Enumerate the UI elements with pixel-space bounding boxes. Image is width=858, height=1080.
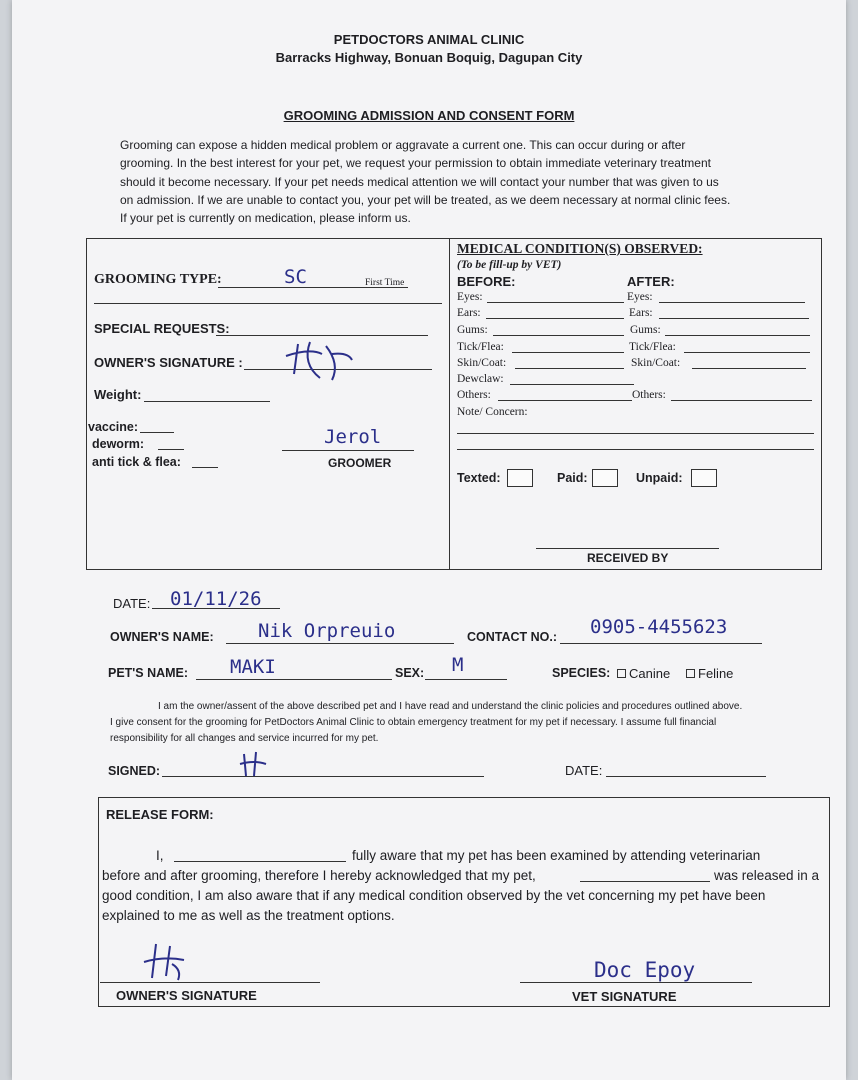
owner-signature-scribble [280,334,360,384]
deworm-label: deworm: [92,437,145,451]
vet-signature-value: Doc Epoy [594,958,696,982]
paid-checkbox[interactable] [592,469,618,487]
after-skin-coat-line [692,368,806,369]
grooming-type-label: GROOMING TYPE: [94,272,222,287]
before-skin-coat: Skin/Coat: [457,357,507,369]
release-text: before and after grooming, therefore I hereby acknowledged that my pet, [102,868,536,883]
owner-name-line [226,643,454,644]
before-ears-line [486,318,624,319]
before-gums-line [493,335,624,336]
unpaid-checkbox[interactable] [691,469,717,487]
signed-label: SIGNED: [108,764,161,778]
contact-line [560,643,762,644]
grooming-extra-line [94,303,442,304]
grooming-type-value: SC [284,266,307,288]
after-skin-coat: Skin/Coat: [631,357,681,369]
after-tick-flea: Tick/Flea: [629,341,676,353]
clinic-address: Barracks Highway, Bonuan Boquig, Dagupan City [275,50,583,65]
anti-tick-label: anti tick & flea: [92,455,181,469]
species-label: SPECIES: [552,666,611,680]
date-value: 01/11/26 [170,588,262,610]
date-label: DATE: [113,596,151,611]
after-tick-flea-line [684,352,810,353]
before-others-line [498,400,632,401]
intro-line: grooming. In the best interest for your pet, we request your permission to obtain immediate veterinary treatment [120,156,711,171]
signed-line [162,776,484,777]
contact-label: CONTACT NO.: [467,630,558,644]
medical-condition-title: MEDICAL CONDITION(S) OBSERVED: [457,241,703,256]
note-line-2 [457,449,814,450]
release-owner-label: OWNER'S SIGNATURE [116,988,257,1003]
intro-line: Grooming can expose a hidden medical problem or aggravate a current one. This can occur during or after [120,138,686,152]
after-gums-line [665,335,810,336]
before-others: Others: [457,389,491,401]
signed-scribble [236,748,270,780]
weight-label: Weight: [94,387,142,402]
release-owner-scribble [142,940,188,984]
vet-signature-line [520,982,752,983]
after-gums: Gums: [630,324,661,336]
release-title: RELEASE FORM: [106,807,214,822]
vaccine-label: vaccine: [88,420,139,434]
after-eyes-line [659,302,805,303]
intro-line: on admission. If we are unable to contact you, your pet will be treated, as we deem necessary at normal clinic fees. [120,192,731,207]
feline-checkbox[interactable] [686,669,695,678]
before-dewclaw: Dewclaw: [457,373,504,385]
release-text: was released in a [714,868,820,883]
groomer-line [282,450,414,451]
note-line-1 [457,433,814,434]
before-skin-coat-line [515,368,624,369]
contact-value: 0905-4455623 [590,616,728,638]
groomer-label: GROOMER [328,456,392,470]
after-others-line [671,400,812,401]
texted-checkbox[interactable] [507,469,533,487]
paid-label: Paid: [557,471,588,485]
consent-line: I give consent for the grooming for PetDoctors Animal Clinic to obtain emergency treatment for my pet if necessary. I assume full financial [110,717,717,728]
consent-paragraph [110,699,770,747]
before-dewclaw-line [510,384,634,385]
consent-line: I am the owner/assent of the above described pet and I have read and understand the clinic policies and procedures outlined above. [158,701,743,712]
pet-name-label: PET'S NAME: [108,666,189,680]
before-gums: Gums: [457,324,488,336]
form-page [12,0,846,1080]
release-text: fully aware that my pet has been examined by attending veterinarian [352,848,761,863]
texted-label: Texted: [457,471,501,485]
consent-line: responsibility for all changes and service incurred for my pet. [110,733,379,744]
release-pet-line [580,881,710,882]
owner-name-label: OWNER'S NAME: [110,630,214,644]
vet-signature-label: VET SIGNATURE [572,989,677,1004]
release-text: explained to me as well as the treatment options. [102,908,395,923]
unpaid-label: Unpaid: [636,471,683,485]
before-tick-flea-line [512,352,624,353]
feline-label: Feline [698,666,734,681]
owner-signature-label: OWNER'S SIGNATURE : [94,355,243,370]
release-name-line [174,861,346,862]
release-text: good condition, I am also aware that if any medical condition observed by the vet concerning my pet have been [102,888,766,903]
release-owner-line [100,982,320,983]
deworm-line [158,449,184,450]
pet-name-value: MAKI [230,656,276,678]
after-ears: Ears: [629,307,653,319]
before-eyes-line [487,302,624,303]
received-by-line [536,548,719,549]
after-ears-line [659,318,809,319]
anti-tick-line [192,467,218,468]
release-line-2 [102,866,828,886]
signed-date-label: DATE: [565,763,603,778]
after-eyes: Eyes: [627,291,653,303]
before-label: BEFORE: [457,274,516,289]
first-time-label: First Time [365,278,405,288]
vaccine-line [140,432,174,433]
clinic-name: PETDOCTORS ANIMAL CLINIC [333,32,525,47]
after-others: Others: [632,389,666,401]
sex-value: M [452,654,464,676]
owner-name-value: Nik Orpreuio [258,620,396,642]
form-title: GROOMING ADMISSION AND CONSENT FORM [283,108,575,123]
intro-line: should it become necessary. If your pet needs medical attention we will contact your number that was given to us [120,174,719,189]
note-concern-label: Note/ Concern: [457,406,528,418]
before-eyes: Eyes: [457,291,483,303]
special-requests-label: SPECIAL REQUESTS: [94,321,230,336]
received-by-label: RECEIVED BY [587,551,669,565]
intro-line: If your pet is currently on medication, please inform us. [120,211,411,226]
release-i: I, [156,848,164,863]
box-divider [449,238,450,570]
weight-line [144,401,270,402]
release-line-1 [102,846,828,866]
groomer-value: Jerol [324,426,382,448]
after-label: AFTER: [627,274,675,289]
canine-checkbox[interactable] [617,669,626,678]
sex-label: SEX: [395,666,425,680]
sex-line [425,679,507,680]
canine-label: Canine [629,666,671,681]
before-ears: Ears: [457,307,481,319]
signed-date-line [606,776,766,777]
vet-fill-subtitle: (To be fill-up by VET) [457,259,562,271]
before-tick-flea: Tick/Flea: [457,341,504,353]
pet-name-line [196,679,392,680]
intro-paragraph [120,136,754,227]
release-paragraph [102,846,828,926]
